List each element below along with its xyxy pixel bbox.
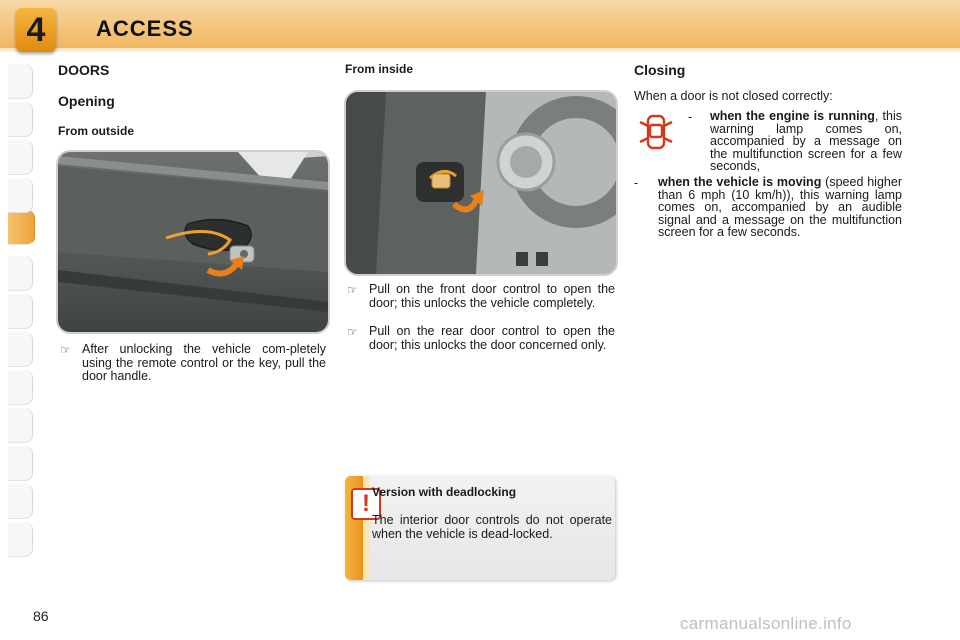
vehicle-moving-label: when the vehicle is moving [658, 175, 822, 189]
chapter-tab-3[interactable] [8, 140, 33, 175]
chapter-tab-1[interactable] [8, 64, 33, 99]
page-number: 86 [33, 608, 49, 624]
dash-marker: - [688, 110, 693, 124]
chapter-badge: 4 [16, 8, 56, 52]
door-open-warning-icon [637, 112, 675, 152]
chapter-tab-9[interactable] [8, 408, 33, 443]
engine-running-paragraph [710, 110, 902, 173]
vehicle-moving-text: (speed higher than 6 mph (10 km/h)), this warning lamp comes on, accompanied by an audible signal and a message on the multifunction screen for a few seconds. [658, 175, 902, 239]
page-title: ACCESS [96, 16, 194, 41]
subheading-from-inside: From inside [345, 62, 414, 76]
subheading-from-outside: From outside [58, 124, 135, 138]
chapter-tab-12[interactable] [8, 522, 33, 557]
chapter-tab-3b[interactable] [8, 178, 33, 213]
bullet-icon: ☞ [60, 343, 71, 357]
bullet-icon: ☞ [347, 283, 358, 297]
closing-intro: When a door is not closed correctly: [634, 89, 833, 103]
chapter-tab-7[interactable] [8, 332, 33, 367]
outside-door-handle-illustration [56, 150, 330, 334]
heading-closing: Closing [634, 62, 686, 78]
engine-running-label: when the engine is running [710, 109, 875, 123]
chapter-tab-8[interactable] [8, 370, 33, 405]
chapter-tab-11[interactable] [8, 484, 33, 519]
chapter-tab-4-active[interactable] [8, 210, 35, 245]
heading-opening: Opening [58, 93, 115, 109]
chapter-tab-6[interactable] [8, 294, 33, 329]
chapter-tab-5[interactable] [8, 256, 33, 291]
inside-door-control-illustration [344, 90, 618, 276]
bullet-icon: ☞ [347, 325, 358, 339]
chapter-tab-10[interactable] [8, 446, 33, 481]
dash-marker: - [634, 176, 639, 190]
watermark: carmanualsonline.info [680, 614, 852, 633]
chapter-tab-2[interactable] [8, 102, 33, 137]
notice-body: The interior door controls do not operate when the vehicle is dead-locked. [372, 513, 612, 541]
vehicle-moving-paragraph [658, 176, 902, 239]
notice-title: Version with deadlocking [372, 485, 517, 499]
exclamation-icon: ! [351, 488, 381, 520]
inside-rear-instruction: Pull on the rear door control to open the door; this unlocks the door concerned only. [369, 324, 615, 352]
inside-front-instruction: Pull on the front door control to open the door; this unlocks the vehicle completely. [369, 282, 615, 310]
heading-doors: DOORS [58, 62, 110, 78]
outside-instruction: After unlocking the vehicle com-pletely using the remote control or the key, pull the door handle. [82, 342, 326, 383]
chapter-tab-strip [0, 64, 34, 576]
engine-running-text: , this warning lamp comes on, accompanied by a message on the multifunction screen for a few seconds, [710, 109, 902, 173]
